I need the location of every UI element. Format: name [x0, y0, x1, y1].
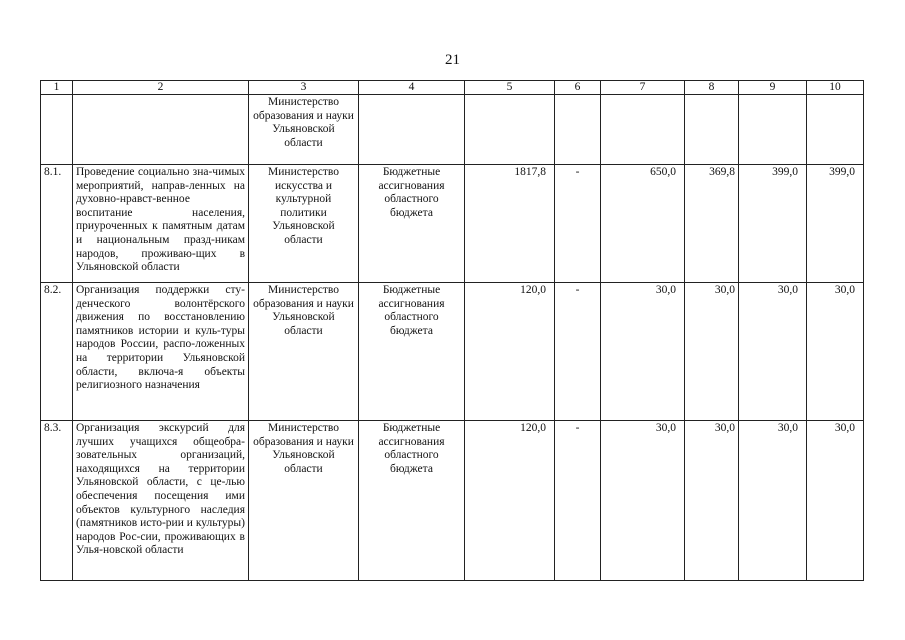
funding-source: Бюджетные ассигнования областного бюджета: [359, 421, 465, 581]
column-header: 4: [359, 81, 465, 95]
column-header: 1: [41, 81, 73, 95]
activity-title: Организация поддержки сту-денческого волонтёрского движения по восстановлению памятников истории и куль-туры народов России, распо-ложенных на территории Ульяновской области, включа-я объекты религиозного назначения: [73, 283, 249, 421]
budget-table: [40, 80, 864, 581]
executor: Министерство образования и науки Ульяновской области: [249, 95, 359, 165]
value-col6: -: [555, 421, 601, 581]
value-col7: [601, 95, 685, 165]
value-col8: 30,0: [685, 421, 739, 581]
column-header: 6: [555, 81, 601, 95]
value-col9: [739, 95, 807, 165]
value-col9: 30,0: [739, 421, 807, 581]
column-header: 5: [465, 81, 555, 95]
page-number: 21: [445, 52, 460, 68]
column-header: 9: [739, 81, 807, 95]
column-header: 2: [73, 81, 249, 95]
value-col8: 30,0: [685, 283, 739, 421]
row-number: 8.2.: [41, 283, 73, 421]
value-col7: 650,0: [601, 165, 685, 283]
executor: Министерство образования и науки Ульяновской области: [249, 421, 359, 581]
column-header: 3: [249, 81, 359, 95]
activity-title: Проведение социально зна-чимых мероприятий, направ-ленных на духовно-нравст-венное воспитание населения, приуроченных к памятным датам и национальным празд-никам народов, проживаю-щих в Ульяновской области: [73, 165, 249, 283]
total-value: 120,0: [465, 283, 555, 421]
value-col10: 30,0: [807, 283, 864, 421]
funding-source: Бюджетные ассигнования областного бюджета: [359, 165, 465, 283]
column-header: 7: [601, 81, 685, 95]
column-header: 10: [807, 81, 864, 95]
value-col9: 399,0: [739, 165, 807, 283]
table-row: [41, 165, 864, 283]
executor: Министерство искусства и культурной политики Ульяновской области: [249, 165, 359, 283]
value-col6: [555, 95, 601, 165]
value-col8: [685, 95, 739, 165]
table-row: [41, 283, 864, 421]
row-number: 8.3.: [41, 421, 73, 581]
value-col10: 399,0: [807, 165, 864, 283]
column-header: 8: [685, 81, 739, 95]
total-value: 1817,8: [465, 165, 555, 283]
value-col7: 30,0: [601, 283, 685, 421]
table-row: [41, 95, 864, 165]
value-col9: 30,0: [739, 283, 807, 421]
funding-source: [359, 95, 465, 165]
value-col10: 30,0: [807, 421, 864, 581]
funding-source: Бюджетные ассигнования областного бюджета: [359, 283, 465, 421]
value-col7: 30,0: [601, 421, 685, 581]
total-value: [465, 95, 555, 165]
value-col6: -: [555, 165, 601, 283]
value-col10: [807, 95, 864, 165]
value-col8: 369,8: [685, 165, 739, 283]
executor: Министерство образования и науки Ульяновской области: [249, 283, 359, 421]
total-value: 120,0: [465, 421, 555, 581]
activity-title: Организация экскурсий для лучших учащихся общеобра-зовательных организаций, находящихся на территории Ульяновской области, с це-лью обеспечения посещения ими объектов культурного наследия (памятников исто-рии и культуры) народов Рос-сии, проживающих в Улья-новской области: [73, 421, 249, 581]
activity-title: [73, 95, 249, 165]
row-number: 8.1.: [41, 165, 73, 283]
row-number: [41, 95, 73, 165]
column-number-row: [41, 81, 864, 95]
value-col6: -: [555, 283, 601, 421]
table-row: [41, 421, 864, 581]
